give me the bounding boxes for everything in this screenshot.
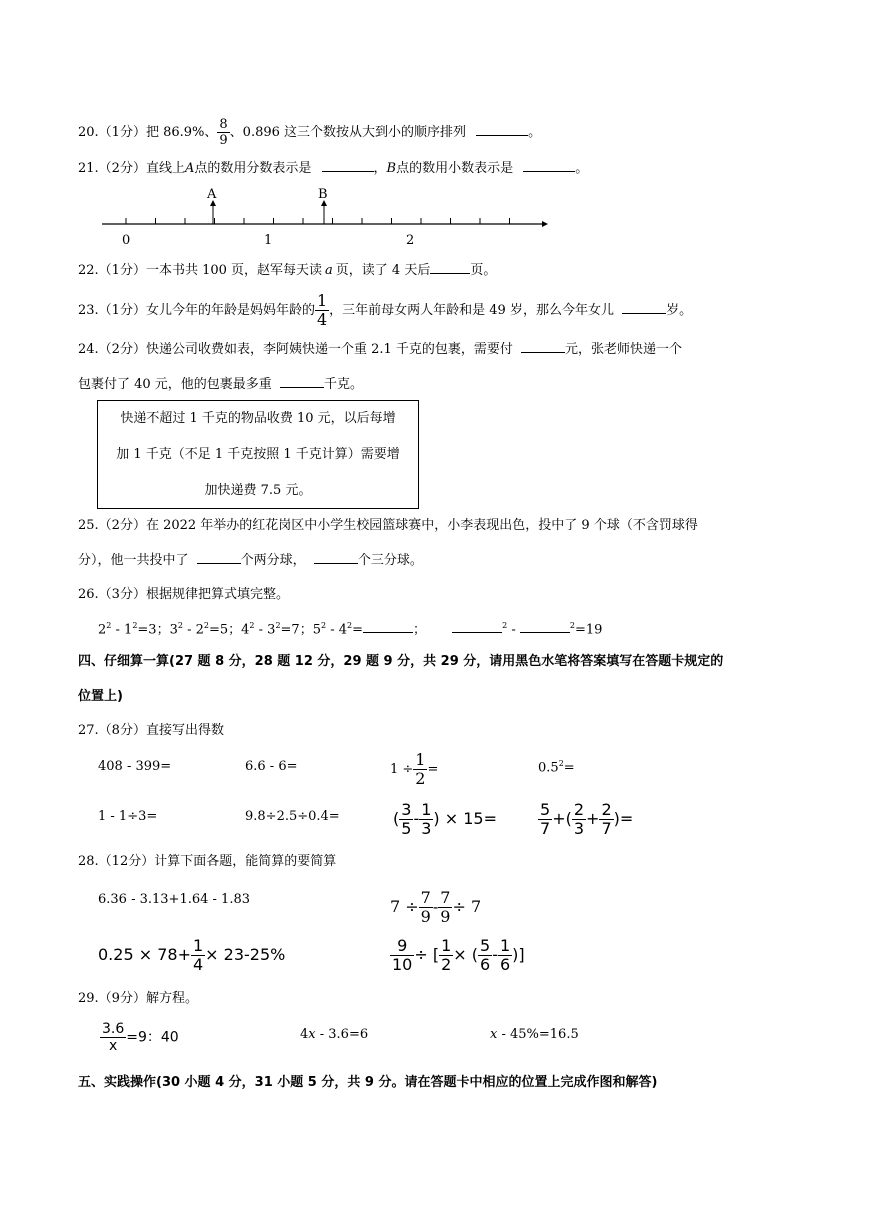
fraction	[498, 938, 512, 973]
pricing-line-1: 快递不超过 1 千克的物品收费 10 元，以后每增	[120, 411, 396, 426]
expr: 2	[98, 622, 107, 638]
q27-a2: 6.6 - 6=	[245, 759, 298, 774]
expr: - 3	[254, 622, 276, 638]
expr: 4	[300, 1027, 309, 1042]
sq: 2	[558, 759, 564, 768]
q27-a4	[538, 760, 575, 774]
pricing-line-2: 加 1 千克（不足 1 千克按照 1 千克计算）需要增	[116, 447, 400, 462]
answer-blank[interactable]	[521, 351, 565, 353]
expr: - 1	[111, 622, 133, 638]
q25-line2: 分），他一共投中了	[78, 553, 189, 568]
answer-blank[interactable]	[523, 170, 575, 172]
q21-point-a: A	[184, 161, 195, 176]
expr: ÷ 7	[452, 897, 482, 916]
expr: =	[427, 762, 439, 777]
tick-label-1: 1	[264, 233, 273, 248]
expr: -	[492, 945, 498, 964]
expr: - 4	[326, 622, 347, 638]
question-24-line1	[78, 343, 682, 356]
q20-fraction	[217, 118, 229, 147]
question-26-title: 26.（3分）根据规律把算式填完整。	[78, 587, 289, 602]
q21-mid: 点的数用分数表示是	[194, 161, 312, 176]
sq: 2	[347, 621, 353, 630]
question-27-title: 27.（8分）直接写出得数	[78, 723, 224, 738]
frac-den: x	[108, 1038, 118, 1054]
answer-blank[interactable]	[314, 562, 358, 564]
expr: =5；4	[208, 622, 250, 638]
q23-end: 岁。	[666, 303, 693, 318]
frac-num: 3	[401, 800, 412, 819]
expr: -	[432, 897, 439, 916]
fraction	[599, 802, 613, 837]
expr: =	[563, 760, 575, 776]
frac-den: 6	[499, 955, 511, 974]
q20-end: 。	[528, 125, 542, 140]
q22-end: 页。	[470, 263, 497, 278]
frac-den: 2	[441, 955, 452, 974]
fraction	[478, 938, 492, 973]
sq: 2	[203, 621, 209, 630]
expr: +(	[552, 809, 572, 828]
q23-prefix: 23.（1分）女儿今年的年龄是妈妈年龄的	[78, 303, 315, 318]
fraction	[399, 802, 413, 837]
expr: (	[393, 809, 400, 828]
frac-den: 6	[480, 955, 491, 974]
frac-den: 9	[420, 907, 431, 926]
q28-c2	[390, 890, 481, 925]
frac-den: 3	[421, 819, 432, 838]
expr: =	[352, 622, 363, 638]
q27-b1: 1 - 1÷3=	[98, 809, 158, 824]
frac-den: 7	[540, 819, 551, 838]
question-25-line2	[78, 554, 423, 567]
question-21	[78, 162, 588, 175]
sq: 2	[177, 621, 183, 630]
sq: 2	[249, 621, 255, 630]
pricing-box	[97, 400, 419, 509]
expr: )]	[512, 945, 525, 964]
q21-prefix: 21.（2分）直线上	[78, 161, 185, 176]
fraction	[419, 890, 433, 925]
frac-num: 8	[219, 117, 228, 132]
frac-num: 2	[601, 800, 612, 819]
q29-e1	[100, 1022, 179, 1053]
label-a: A	[207, 187, 217, 202]
fraction	[419, 802, 433, 837]
fraction	[438, 890, 452, 925]
q20-suffix: 、0.896 这三个数按从大到小的顺序排列	[229, 125, 467, 140]
question-20	[78, 118, 541, 147]
sq: 2	[502, 621, 508, 630]
sq: 2	[569, 621, 576, 630]
frac-den: 4	[192, 955, 204, 974]
q22-prefix: 22.（1分）一本书共 100 页，赵军每天读	[78, 263, 323, 278]
expr: 1 ÷	[390, 762, 414, 777]
sq: 2	[106, 621, 112, 630]
answer-blank[interactable]	[452, 631, 502, 633]
fraction	[572, 802, 586, 837]
expr: - 45%=16.5	[497, 1027, 579, 1042]
expr: 7 ÷	[390, 897, 419, 916]
expr: -	[507, 622, 520, 638]
expr: -	[413, 809, 420, 828]
q21-sep: ，	[373, 161, 387, 176]
expr: =3；3	[137, 622, 178, 638]
question-29-title: 29.（9分）解方程。	[78, 991, 198, 1006]
q24-line1: 24.（2分）快递公司收费如表，李阿姨快递一个重 2.1 千克的包裹，需要付	[78, 342, 513, 357]
fraction	[439, 938, 453, 973]
q28-d2	[390, 938, 525, 973]
sq: 2	[275, 621, 281, 630]
section-4-header-2: 位置上)	[78, 689, 123, 704]
expr: - 2	[182, 622, 204, 638]
expr: ) × 15=	[433, 809, 497, 828]
q29-e2	[300, 1028, 368, 1041]
expr: =9：40	[126, 1029, 179, 1046]
question-25-line1: 25.（2分）在 2022 年举办的红花岗区中小学生校园篮球赛中，小李表现出色，投中了 9 个球（不含罚球得	[78, 518, 698, 533]
expr: - 3.6=6	[315, 1027, 369, 1042]
answer-blank[interactable]	[322, 170, 374, 172]
frac-den: 3	[573, 819, 585, 838]
expr: =7；5	[280, 622, 321, 638]
frac-den: 10	[392, 955, 413, 974]
q27-b2: 9.8÷2.5÷0.4=	[245, 809, 340, 824]
question-24-line2	[78, 378, 363, 391]
expr: 0.25 × 78+	[98, 945, 191, 964]
fraction	[413, 752, 427, 787]
question-28-title: 28.（12分）计算下面各题，能简算的要简算	[78, 854, 337, 869]
var: x	[490, 1027, 498, 1042]
frac-num: 2	[573, 800, 585, 819]
frac-den: 4	[316, 310, 328, 329]
answer-blank[interactable]	[363, 631, 413, 633]
frac-den: 7	[601, 819, 612, 838]
q28-c1: 6.36 - 3.13+1.64 - 1.83	[98, 892, 250, 907]
expr: × (	[453, 945, 479, 964]
frac-num: 9	[390, 938, 414, 956]
number-line	[96, 186, 556, 248]
q28-d1	[98, 938, 285, 973]
q24-line2: 包裹付了 40 元，他的包裹最多重	[78, 377, 272, 392]
frac-num: 7	[440, 888, 451, 907]
section-4-header: 四、仔细算一算(27 题 8 分，28 题 12 分，29 题 9 分，共 29 分，请用黑色水笔将答案填写在答题卡规定的	[78, 654, 724, 669]
q27-b4	[538, 802, 633, 837]
question-22	[78, 264, 496, 277]
frac-num: 1	[499, 936, 511, 955]
fraction	[100, 1022, 126, 1053]
frac-den: 5	[401, 819, 412, 838]
fraction	[191, 938, 205, 973]
q22-suffix: 页，读了 4 天后	[335, 263, 431, 278]
q25-mid: 个两分球，	[240, 553, 306, 568]
q21-point-b: B	[386, 161, 397, 176]
label-b: B	[318, 187, 328, 202]
q24-line1-end: 元，张老师快递一个	[565, 342, 683, 357]
q29-e3	[490, 1028, 579, 1041]
q21-end: 。	[575, 161, 589, 176]
q27-a3	[390, 752, 438, 787]
fraction	[538, 802, 552, 837]
frac-num: 1	[441, 936, 452, 955]
answer-blank[interactable]	[430, 272, 470, 274]
frac-num: 1	[316, 291, 328, 310]
sq: 2	[320, 621, 327, 630]
frac-den: 2	[415, 769, 426, 788]
q23-suffix: ，三年前母女两人年龄和是 49 岁，那么今年女儿	[329, 303, 614, 318]
pricing-line-3: 加快递费 7.5 元。	[204, 483, 312, 498]
q22-var: a	[325, 263, 333, 278]
question-26-pattern	[98, 622, 602, 636]
frac-num: 1	[192, 936, 204, 955]
fraction	[390, 938, 414, 973]
q20-prefix: 20.（1分）把 86.9%、	[78, 125, 218, 140]
frac-den: 9	[440, 907, 451, 926]
q25-end: 个三分球。	[357, 553, 423, 568]
frac-num: 5	[480, 936, 491, 955]
answer-blank[interactable]	[520, 631, 570, 633]
expr: × 23-25%	[205, 945, 286, 964]
expr: +	[586, 809, 600, 828]
frac-num: 1	[421, 800, 432, 819]
expr: )=	[613, 809, 634, 828]
answer-blank[interactable]	[622, 312, 666, 314]
frac-den: 9	[219, 133, 228, 148]
q23-fraction	[315, 293, 329, 328]
section-5-header: 五、实践操作(30 小题 4 分，31 小题 5 分，共 9 分。请在答题卡中相应的位置上完成作图和解答)	[78, 1075, 658, 1090]
expr: 0.5	[538, 760, 559, 776]
q27-a1: 408 - 399=	[98, 759, 172, 774]
sq: 2	[132, 621, 138, 630]
answer-blank[interactable]	[197, 562, 241, 564]
answer-blank[interactable]	[280, 386, 324, 388]
tick-label-0: 0	[122, 233, 131, 248]
expr: ÷ [	[414, 945, 440, 964]
var: x	[308, 1027, 316, 1042]
question-23	[78, 293, 692, 328]
tick-label-2: 2	[406, 233, 415, 248]
q24-line2-end: 千克。	[323, 377, 363, 392]
frac-num: 7	[420, 888, 431, 907]
expr: =19	[575, 622, 603, 638]
frac-num: 3.6	[102, 1021, 125, 1037]
frac-num: 1	[415, 750, 426, 769]
q21-mid2: 点的数用小数表示是	[396, 161, 514, 176]
q27-b3	[393, 802, 497, 837]
answer-blank[interactable]	[476, 134, 528, 136]
expr: ；	[413, 622, 427, 638]
frac-num: 5	[540, 800, 551, 819]
